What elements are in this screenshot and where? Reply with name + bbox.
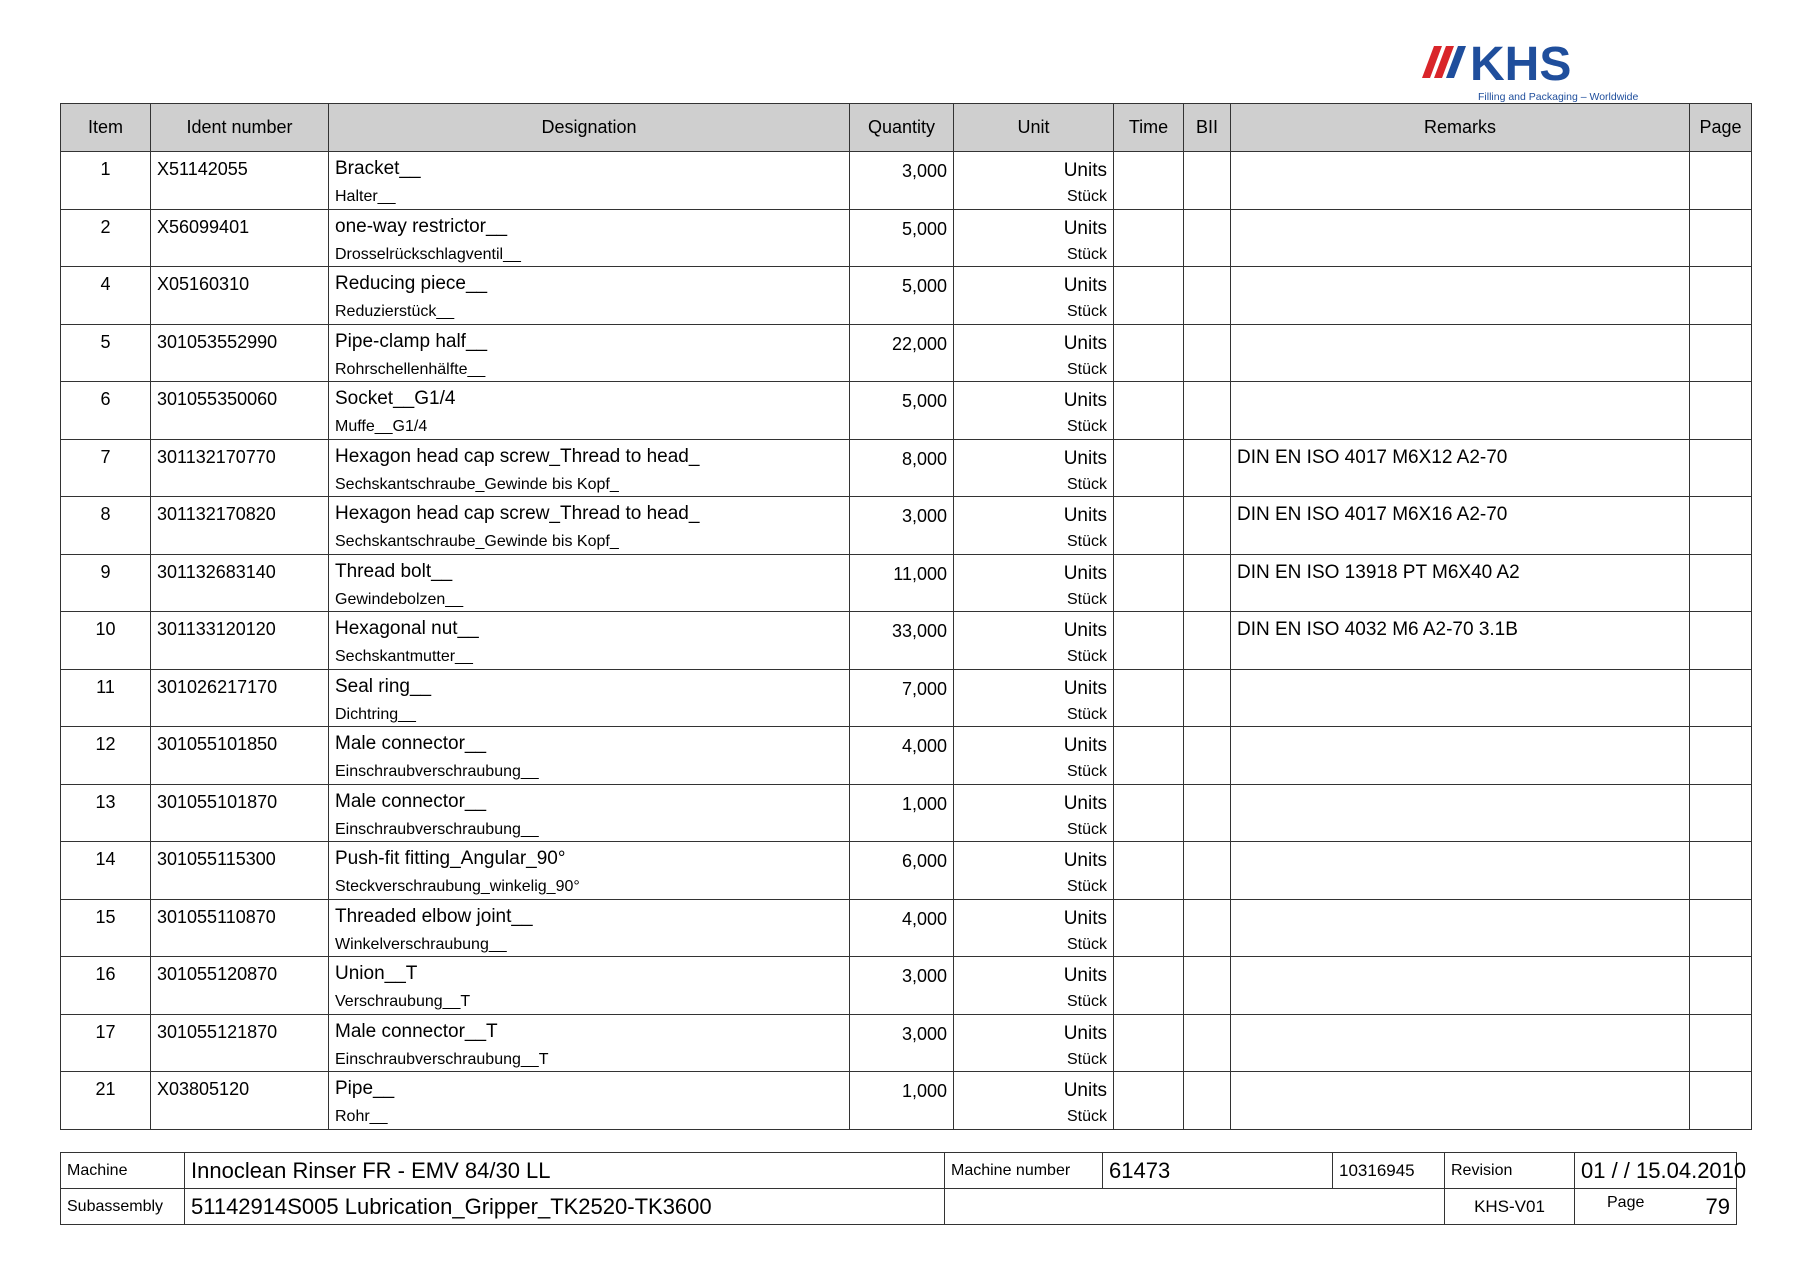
cell-unit	[954, 267, 1114, 325]
cell-quantity: 3,000	[850, 497, 954, 555]
unit-english: Units	[1063, 735, 1107, 756]
cell-item: 7	[61, 439, 151, 497]
cell-page	[1690, 669, 1752, 727]
table-row	[61, 1014, 1752, 1072]
cell-page	[1690, 209, 1752, 267]
unit-english: Units	[1063, 505, 1107, 526]
unit-english: Units	[1063, 792, 1107, 814]
khs-logo	[1420, 38, 1639, 106]
table-row	[61, 842, 1752, 900]
cell-time	[1114, 669, 1184, 727]
cell-ident-number: X56099401	[151, 209, 329, 267]
title-block	[60, 1152, 1747, 1225]
cell-remarks	[1231, 382, 1690, 440]
cell-unit	[954, 899, 1114, 957]
designation-german: Einschraubverschraubung__	[335, 763, 539, 780]
page-cell	[1575, 1189, 1737, 1225]
designation-english: Socket__G1/4	[335, 388, 456, 409]
cell-bii	[1184, 497, 1231, 555]
unit-english: Units	[1063, 160, 1107, 181]
unit-german: Stück	[1066, 993, 1107, 1010]
cell-ident-number: 301053552990	[151, 324, 329, 382]
cell-bii	[1184, 1014, 1231, 1072]
page-label: Page	[1607, 1193, 1645, 1211]
cell-item: 13	[61, 784, 151, 842]
unit-english: Units	[1063, 217, 1107, 239]
cell-page	[1690, 957, 1752, 1015]
document-number: 10316945	[1333, 1153, 1445, 1189]
title-block-row-subassembly	[61, 1189, 1737, 1225]
cell-time	[1114, 842, 1184, 900]
cell-bii	[1184, 324, 1231, 382]
cell-item: 2	[61, 209, 151, 267]
unit-english: Units	[1063, 275, 1107, 296]
designation-german: Drosselrückschlagventil__	[335, 245, 521, 263]
cell-ident-number: X05160310	[151, 267, 329, 325]
cell-ident-number: 301132170820	[151, 497, 329, 555]
cell-page	[1690, 152, 1752, 210]
cell-designation	[329, 267, 850, 325]
cell-time	[1114, 267, 1184, 325]
cell-designation	[329, 497, 850, 555]
revision-value: 01 / / 15.04.2010	[1575, 1153, 1737, 1189]
header-ident-number: Ident number	[151, 104, 329, 152]
cell-page	[1690, 554, 1752, 612]
logo-tagline: Filling and Packaging – Worldwide	[1478, 91, 1639, 103]
cell-time	[1114, 324, 1184, 382]
cell-item: 10	[61, 612, 151, 670]
cell-remarks	[1231, 899, 1690, 957]
header-designation: Designation	[329, 104, 850, 152]
cell-item: 21	[61, 1072, 151, 1130]
cell-ident-number: 301132170770	[151, 439, 329, 497]
cell-bii	[1184, 842, 1231, 900]
designation-english: Bracket__	[335, 158, 421, 179]
cell-remarks: DIN EN ISO 4017 M6X16 A2-70	[1231, 497, 1690, 555]
designation-german: Rohr__	[335, 1108, 388, 1125]
machine-number-label: Machine number	[945, 1153, 1103, 1189]
cell-unit	[954, 1072, 1114, 1130]
unit-english: Units	[1063, 390, 1107, 411]
designation-english: one-way restrictor__	[335, 215, 508, 237]
table-row	[61, 324, 1752, 382]
cell-quantity: 3,000	[850, 957, 954, 1015]
cell-quantity: 3,000	[850, 1014, 954, 1072]
table-row	[61, 669, 1752, 727]
cell-time	[1114, 152, 1184, 210]
cell-remarks	[1231, 669, 1690, 727]
cell-quantity: 4,000	[850, 727, 954, 785]
cell-item: 5	[61, 324, 151, 382]
machine-number-value: 61473	[1103, 1153, 1333, 1189]
title-block-row-machine	[61, 1153, 1737, 1189]
unit-german: Stück	[1066, 820, 1107, 838]
table-row	[61, 612, 1752, 670]
cell-ident-number: 301055350060	[151, 382, 329, 440]
machine-value: Innoclean Rinser FR - EMV 84/30 LL	[185, 1153, 945, 1189]
unit-german: Stück	[1066, 878, 1107, 895]
page-number: 79	[1705, 1193, 1730, 1219]
table-row	[61, 899, 1752, 957]
cell-bii	[1184, 439, 1231, 497]
cell-ident-number: 301055110870	[151, 899, 329, 957]
designation-english: Hexagonal nut__	[335, 618, 479, 639]
designation-german: Muffe__G1/4	[335, 418, 428, 435]
logo-wordmark: KHS	[1470, 38, 1572, 91]
cell-time	[1114, 382, 1184, 440]
cell-page	[1690, 267, 1752, 325]
cell-page	[1690, 612, 1752, 670]
unit-english: Units	[1063, 965, 1107, 986]
cell-remarks	[1231, 842, 1690, 900]
cell-bii	[1184, 554, 1231, 612]
table-row	[61, 209, 1752, 267]
cell-item: 9	[61, 554, 151, 612]
cell-time	[1114, 1072, 1184, 1130]
cell-designation	[329, 382, 850, 440]
designation-german: Verschraubung__T	[335, 993, 471, 1010]
table-row	[61, 497, 1752, 555]
table-row	[61, 382, 1752, 440]
cell-ident-number: X03805120	[151, 1072, 329, 1130]
subassembly-label: Subassembly	[61, 1189, 185, 1225]
cell-unit	[954, 842, 1114, 900]
designation-english: Reducing piece__	[335, 273, 488, 294]
unit-german: Stück	[1066, 360, 1107, 378]
unit-english: Units	[1063, 907, 1107, 929]
cell-ident-number: 301026217170	[151, 669, 329, 727]
cell-quantity: 6,000	[850, 842, 954, 900]
title-block-empty-cell	[945, 1189, 1445, 1225]
unit-german: Stück	[1066, 188, 1107, 205]
cell-item: 16	[61, 957, 151, 1015]
unit-german: Stück	[1066, 245, 1107, 263]
cell-designation	[329, 727, 850, 785]
designation-german: Halter__	[335, 188, 396, 205]
cell-time	[1114, 439, 1184, 497]
cell-page	[1690, 497, 1752, 555]
standard-code: KHS-V01	[1445, 1189, 1575, 1225]
cell-remarks	[1231, 209, 1690, 267]
cell-remarks	[1231, 957, 1690, 1015]
cell-item: 11	[61, 669, 151, 727]
cell-ident-number: 301133120120	[151, 612, 329, 670]
cell-unit	[954, 727, 1114, 785]
cell-designation	[329, 324, 850, 382]
cell-ident-number: 301055120870	[151, 957, 329, 1015]
cell-time	[1114, 209, 1184, 267]
designation-english: Hexagon head cap screw_Thread to head_	[335, 503, 700, 524]
unit-english: Units	[1063, 1080, 1107, 1101]
cell-unit	[954, 1014, 1114, 1072]
parts-table-body	[61, 152, 1752, 1130]
cell-remarks	[1231, 784, 1690, 842]
designation-german: Rohrschellenhälfte__	[335, 360, 486, 378]
cell-item: 14	[61, 842, 151, 900]
header-item: Item	[61, 104, 151, 152]
cell-item: 4	[61, 267, 151, 325]
cell-designation	[329, 669, 850, 727]
designation-english: Pipe-clamp half__	[335, 330, 488, 352]
table-header-row	[61, 104, 1752, 152]
cell-bii	[1184, 899, 1231, 957]
unit-english: Units	[1063, 447, 1107, 469]
cell-remarks	[1231, 324, 1690, 382]
unit-german: Stück	[1066, 1050, 1107, 1068]
cell-quantity: 1,000	[850, 784, 954, 842]
header-remarks: Remarks	[1231, 104, 1690, 152]
cell-designation	[329, 554, 850, 612]
cell-quantity: 33,000	[850, 612, 954, 670]
cell-page	[1690, 1072, 1752, 1130]
unit-german: Stück	[1066, 303, 1107, 320]
cell-quantity: 5,000	[850, 382, 954, 440]
designation-german: Dichtring__	[335, 705, 416, 723]
unit-german: Stück	[1066, 590, 1107, 608]
header-page: Page	[1690, 104, 1752, 152]
cell-unit	[954, 439, 1114, 497]
cell-designation	[329, 842, 850, 900]
unit-german: Stück	[1066, 1108, 1107, 1125]
designation-german: Steckverschraubung_winkelig_90°	[335, 878, 580, 895]
cell-quantity: 3,000	[850, 152, 954, 210]
cell-designation	[329, 899, 850, 957]
cell-designation	[329, 957, 850, 1015]
machine-label: Machine	[61, 1153, 185, 1189]
cell-item: 12	[61, 727, 151, 785]
designation-english: Seal ring__	[335, 675, 432, 697]
designation-german: Reduzierstück__	[335, 303, 455, 320]
unit-german: Stück	[1066, 705, 1107, 723]
cell-bii	[1184, 1072, 1231, 1130]
cell-page	[1690, 439, 1752, 497]
cell-unit	[954, 497, 1114, 555]
cell-page	[1690, 899, 1752, 957]
designation-english: Union__T	[335, 963, 418, 984]
designation-english: Male connector__T	[335, 1020, 498, 1042]
cell-remarks: DIN EN ISO 13918 PT M6X40 A2	[1231, 554, 1690, 612]
cell-bii	[1184, 957, 1231, 1015]
cell-remarks: DIN EN ISO 4017 M6X12 A2-70	[1231, 439, 1690, 497]
designation-english: Hexagon head cap screw_Thread to head_	[335, 445, 700, 467]
subassembly-value: 51142914S005 Lubrication_Gripper_TK2520-TK3600	[185, 1189, 945, 1225]
header-bii: BII	[1184, 104, 1231, 152]
designation-german: Gewindebolzen__	[335, 590, 464, 608]
cell-quantity: 4,000	[850, 899, 954, 957]
cell-remarks: DIN EN ISO 4032 M6 A2-70 3.1B	[1231, 612, 1690, 670]
designation-german: Sechskantschraube_Gewinde bis Kopf_	[335, 533, 619, 550]
cell-remarks	[1231, 1072, 1690, 1130]
designation-english: Push-fit fitting_Angular_90°	[335, 848, 566, 869]
unit-english: Units	[1063, 620, 1107, 641]
unit-german: Stück	[1066, 475, 1107, 493]
cell-designation	[329, 152, 850, 210]
cell-bii	[1184, 209, 1231, 267]
cell-time	[1114, 612, 1184, 670]
designation-english: Male connector__	[335, 790, 487, 812]
designation-english: Pipe__	[335, 1078, 395, 1099]
cell-remarks	[1231, 152, 1690, 210]
cell-time	[1114, 784, 1184, 842]
cell-designation	[329, 439, 850, 497]
table-row	[61, 957, 1752, 1015]
cell-designation	[329, 1072, 850, 1130]
designation-german: Sechskantmutter__	[335, 648, 473, 665]
cell-ident-number: 301055121870	[151, 1014, 329, 1072]
cell-quantity: 8,000	[850, 439, 954, 497]
table-row	[61, 439, 1752, 497]
cell-time	[1114, 497, 1184, 555]
cell-page	[1690, 784, 1752, 842]
cell-item: 17	[61, 1014, 151, 1072]
table-row	[61, 267, 1752, 325]
unit-english: Units	[1063, 332, 1107, 354]
cell-page	[1690, 382, 1752, 440]
cell-ident-number: 301055101850	[151, 727, 329, 785]
header-unit: Unit	[954, 104, 1114, 152]
cell-time	[1114, 554, 1184, 612]
table-row	[61, 1072, 1752, 1130]
cell-designation	[329, 784, 850, 842]
designation-german: Einschraubverschraubung__T	[335, 1050, 549, 1068]
cell-designation	[329, 612, 850, 670]
designation-english: Thread bolt__	[335, 560, 453, 582]
cell-designation	[329, 209, 850, 267]
cell-bii	[1184, 267, 1231, 325]
cell-page	[1690, 842, 1752, 900]
unit-german: Stück	[1066, 533, 1107, 550]
table-row	[61, 784, 1752, 842]
cell-ident-number: X51142055	[151, 152, 329, 210]
unit-german: Stück	[1066, 763, 1107, 780]
unit-german: Stück	[1066, 418, 1107, 435]
cell-remarks	[1231, 727, 1690, 785]
cell-item: 15	[61, 899, 151, 957]
cell-time	[1114, 1014, 1184, 1072]
cell-unit	[954, 957, 1114, 1015]
cell-bii	[1184, 727, 1231, 785]
header-time: Time	[1114, 104, 1184, 152]
unit-english: Units	[1063, 1022, 1107, 1044]
cell-remarks	[1231, 1014, 1690, 1072]
table-row	[61, 554, 1752, 612]
cell-ident-number: 301055115300	[151, 842, 329, 900]
cell-unit	[954, 784, 1114, 842]
cell-page	[1690, 1014, 1752, 1072]
cell-unit	[954, 324, 1114, 382]
cell-remarks	[1231, 267, 1690, 325]
designation-german: Sechskantschraube_Gewinde bis Kopf_	[335, 475, 619, 493]
cell-quantity: 1,000	[850, 1072, 954, 1130]
unit-english: Units	[1063, 850, 1107, 871]
cell-bii	[1184, 382, 1231, 440]
cell-time	[1114, 727, 1184, 785]
cell-item: 8	[61, 497, 151, 555]
cell-item: 6	[61, 382, 151, 440]
unit-german: Stück	[1066, 648, 1107, 665]
parts-list-table	[60, 103, 1752, 1130]
cell-quantity: 22,000	[850, 324, 954, 382]
cell-unit	[954, 209, 1114, 267]
designation-english: Male connector__	[335, 733, 487, 754]
header-quantity: Quantity	[850, 104, 954, 152]
cell-item: 1	[61, 152, 151, 210]
cell-unit	[954, 669, 1114, 727]
cell-bii	[1184, 152, 1231, 210]
cell-time	[1114, 957, 1184, 1015]
unit-english: Units	[1063, 562, 1107, 584]
unit-english: Units	[1063, 677, 1107, 699]
cell-unit	[954, 612, 1114, 670]
cell-page	[1690, 727, 1752, 785]
unit-german: Stück	[1066, 935, 1107, 953]
table-row	[61, 152, 1752, 210]
cell-bii	[1184, 612, 1231, 670]
cell-unit	[954, 152, 1114, 210]
revision-label: Revision	[1445, 1153, 1575, 1189]
cell-unit	[954, 382, 1114, 440]
cell-unit	[954, 554, 1114, 612]
cell-bii	[1184, 784, 1231, 842]
cell-page	[1690, 324, 1752, 382]
cell-time	[1114, 899, 1184, 957]
cell-ident-number: 301132683140	[151, 554, 329, 612]
cell-designation	[329, 1014, 850, 1072]
designation-english: Threaded elbow joint__	[335, 905, 533, 927]
designation-german: Einschraubverschraubung__	[335, 820, 539, 838]
cell-quantity: 5,000	[850, 267, 954, 325]
cell-quantity: 11,000	[850, 554, 954, 612]
cell-bii	[1184, 669, 1231, 727]
table-row	[61, 727, 1752, 785]
designation-german: Winkelverschraubung__	[335, 935, 507, 953]
cell-quantity: 7,000	[850, 669, 954, 727]
cell-quantity: 5,000	[850, 209, 954, 267]
cell-ident-number: 301055101870	[151, 784, 329, 842]
